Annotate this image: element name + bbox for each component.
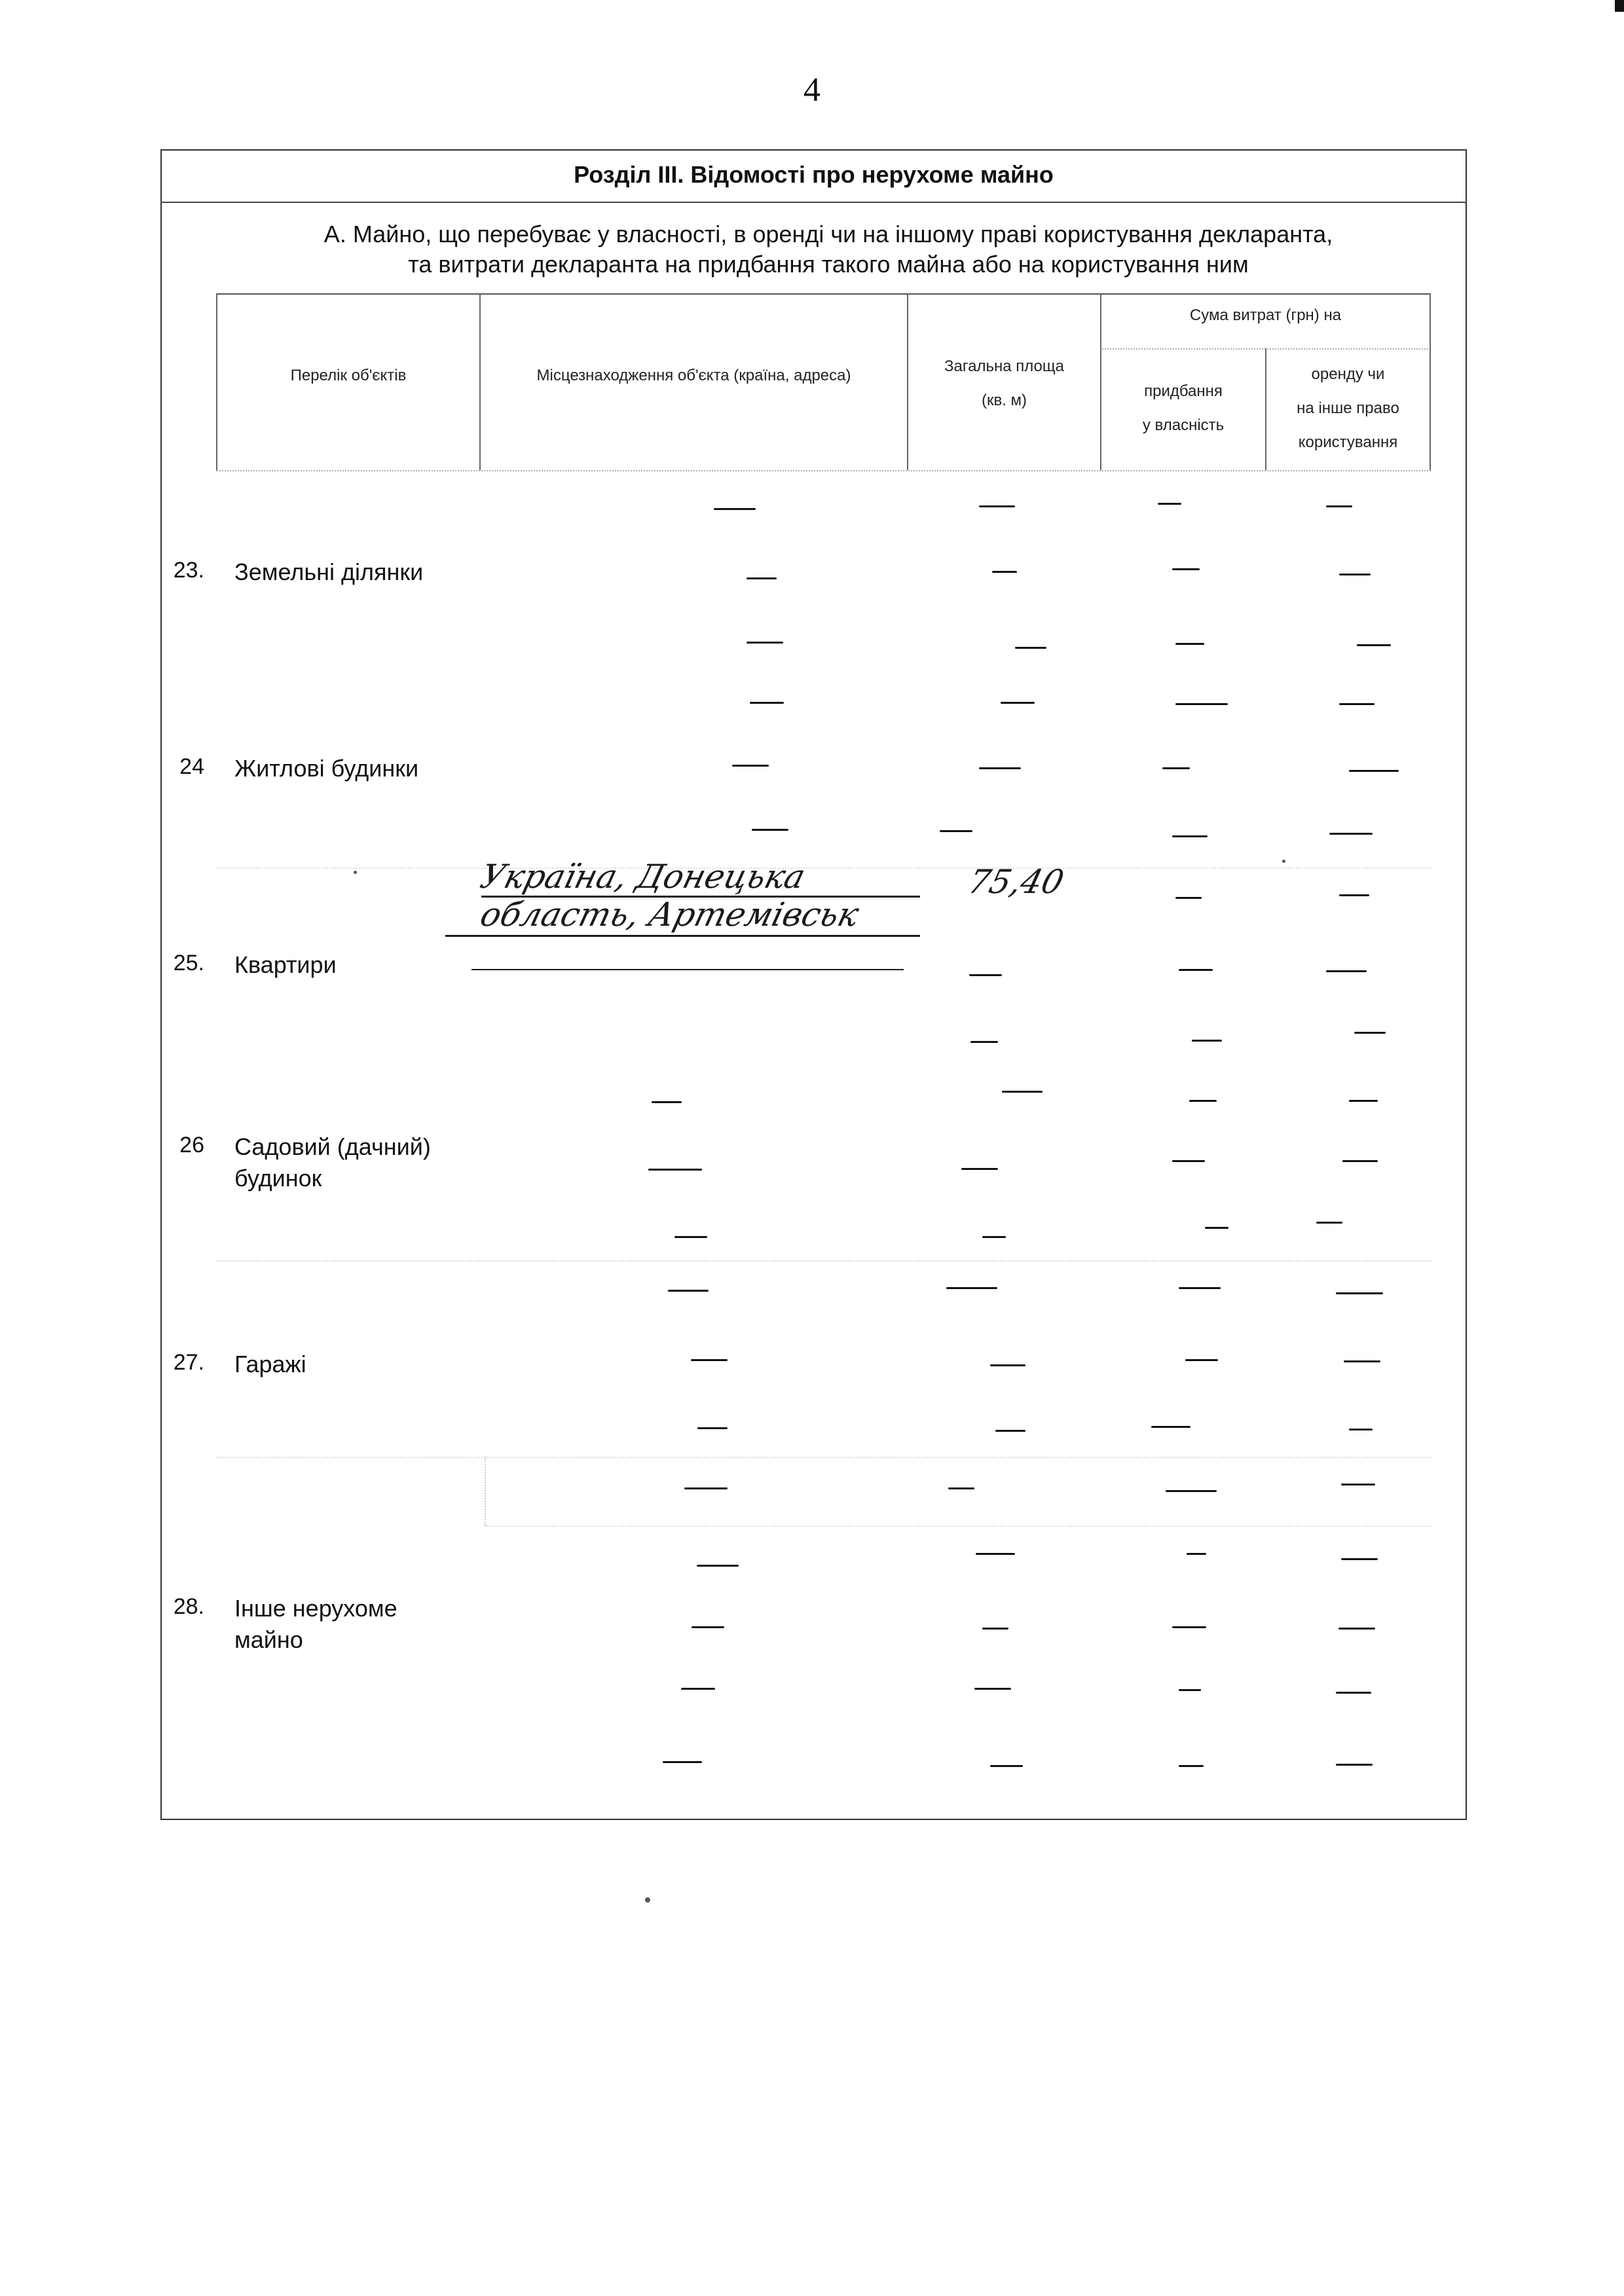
- col-area-line1: Загальна площа: [944, 357, 1064, 375]
- scan-speck: [354, 871, 357, 874]
- row-label: Земельні ділянки: [234, 558, 424, 585]
- col-location-header: Місцезнаходження об'єкта (країна, адреса): [536, 367, 851, 384]
- scan-mark: [1615, 0, 1624, 12]
- intro-line-2: та витрати декларанта на придбання такого майна або на користування ним: [408, 251, 1249, 278]
- intro-text: [216, 219, 1441, 280]
- col-rent-line2: на інше право: [1297, 399, 1399, 417]
- row-number: 23.: [173, 558, 204, 583]
- row-label: [234, 1593, 397, 1656]
- intro-letter: А: [323, 221, 340, 247]
- row-label-line1: Інше нерухоме: [234, 1595, 397, 1622]
- col-rent-line1: оренду чи: [1311, 365, 1385, 383]
- row-number: 28.: [173, 1594, 204, 1619]
- row-label-line2: майно: [234, 1626, 303, 1653]
- intro-line1-text: Майно, що перебуває у власності, в оренді чи на іншому праві користування декларанта,: [352, 221, 1333, 247]
- col-area-header: [908, 350, 1100, 418]
- row-label: Квартири: [234, 951, 337, 978]
- row-label: [234, 1131, 431, 1194]
- scan-speck: [1282, 860, 1285, 863]
- handwritten-area-value: 75,40: [964, 863, 1068, 901]
- col-rent-line3: користування: [1298, 433, 1398, 451]
- row-number: 27.: [173, 1350, 204, 1375]
- col-objects-header: Перелік об'єктів: [290, 367, 407, 384]
- col-purchase-header: [1101, 374, 1265, 443]
- handwritten-address-line1: Україна, Донецька: [476, 858, 809, 896]
- col-purchase-line1: придбання: [1144, 382, 1223, 400]
- page-number: 4: [803, 71, 821, 109]
- handwritten-address-line2: область, Артемівськ: [476, 896, 863, 934]
- row-number: 26: [179, 1133, 204, 1157]
- title-divider: [160, 202, 1467, 203]
- intro-line-1: А. Майно, що перебуває у власності, в оренді чи на іншому праві користування декларанта,: [323, 221, 1333, 247]
- row-number: 24: [179, 754, 204, 779]
- col-area-line2: (кв. м): [981, 392, 1027, 409]
- handwriting-underline: [471, 969, 904, 970]
- handwriting-underline: [445, 935, 920, 937]
- row-label: Житлові будинки: [234, 755, 419, 782]
- col-sum-header: Сума витрат (грн) на: [1189, 306, 1342, 324]
- section-title: Розділ ІІІ. Відомості про нерухоме майно: [574, 161, 1054, 188]
- row-label-line1: Садовий (дачний): [234, 1133, 431, 1160]
- row-label: Гаражі: [234, 1351, 306, 1377]
- row-number: 25.: [173, 951, 204, 975]
- col-rent-header: [1266, 357, 1430, 460]
- col-purchase-line2: у власність: [1142, 416, 1225, 434]
- scan-speck: [645, 1897, 650, 1903]
- row-label-line2: будинок: [234, 1165, 322, 1192]
